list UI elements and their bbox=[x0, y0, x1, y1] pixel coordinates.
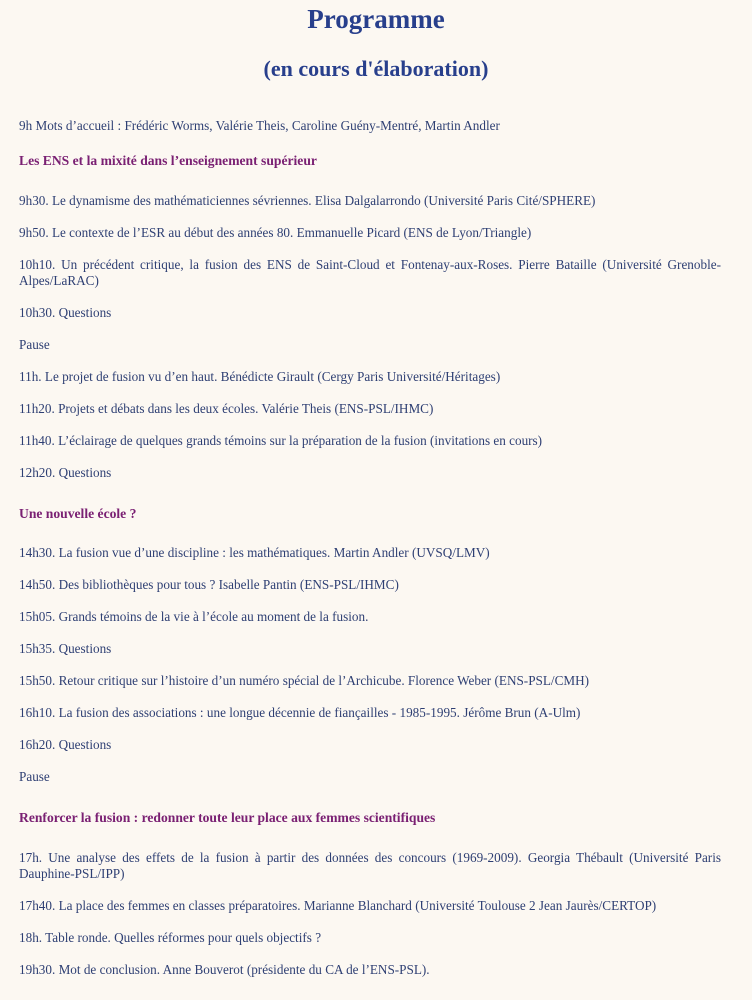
section-heading-nouvelle-ecole: Une nouvelle école ? bbox=[19, 506, 137, 521]
program-item-opening: 9h Mots d’accueil : Frédéric Worms, Valérie Theis, Caroline Guény-Mentré, Martin Andler bbox=[19, 118, 500, 133]
program-item: 18h. Table ronde. Quelles réformes pour quels objectifs ? bbox=[19, 930, 322, 945]
program-item: 12h20. Questions bbox=[19, 465, 112, 480]
program-item: 9h30. Le dynamisme des mathématiciennes sévriennes. Elisa Dalgalarrondo (Université Paris Cité/SPHERE) bbox=[19, 193, 596, 208]
section-heading-renforcer-fusion: Renforcer la fusion : redonner toute leur place aux femmes scientifiques bbox=[19, 810, 436, 825]
program-item: 16h10. La fusion des associations : une longue décennie de fiançailles - 1985-1995. Jérôme Brun (A-Ulm) bbox=[19, 705, 581, 720]
program-item: 14h30. La fusion vue d’une discipline : les mathématiques. Martin Andler (UVSQ/LMV) bbox=[19, 545, 490, 560]
program-item: 15h50. Retour critique sur l’histoire d’un numéro spécial de l’Archicube. Florence Weber (ENS-PSL/CMH) bbox=[19, 673, 590, 688]
program-item: 11h. Le projet de fusion vu d’en haut. Bénédicte Girault (Cergy Paris Université/Héritages) bbox=[19, 369, 501, 384]
program-item: 19h30. Mot de conclusion. Anne Bouverot (présidente du CA de l’ENS-PSL). bbox=[19, 962, 430, 977]
program-item: 11h40. L’éclairage de quelques grands témoins sur la préparation de la fusion (invitations en cours) bbox=[19, 433, 543, 448]
program-item: 15h35. Questions bbox=[19, 641, 112, 656]
program-item: 16h20. Questions bbox=[19, 737, 112, 752]
page-subtitle: (en cours d'élaboration) bbox=[263, 56, 489, 81]
program-item: 17h. Une analyse des effets de la fusion à partir des données des concours (1969-2009). Georgia Thébault (Université Paris Dauphine-PSL/IPP) bbox=[19, 850, 721, 881]
program-item-pause: Pause bbox=[19, 337, 50, 352]
program-item: 14h50. Des bibliothèques pour tous ? Isabelle Pantin (ENS-PSL/IHMC) bbox=[19, 577, 399, 592]
program-item: 17h40. La place des femmes en classes préparatoires. Marianne Blanchard (Université Toulouse 2 Jean Jaurès/CERTOP) bbox=[19, 898, 657, 913]
program-item-pause: Pause bbox=[19, 769, 50, 784]
program-item: 10h30. Questions bbox=[19, 305, 112, 320]
program-item: 11h20. Projets et débats dans les deux écoles. Valérie Theis (ENS-PSL/IHMC) bbox=[19, 401, 434, 416]
page-title: Programme bbox=[307, 4, 445, 34]
section-heading-ens-mixite: Les ENS et la mixité dans l’enseignement supérieur bbox=[19, 153, 317, 168]
program-item: 9h50. Le contexte de l’ESR au début des années 80. Emmanuelle Picard (ENS de Lyon/Triangle) bbox=[19, 225, 532, 240]
program-item: 15h05. Grands témoins de la vie à l’école au moment de la fusion. bbox=[19, 609, 369, 624]
program-item: 10h10. Un précédent critique, la fusion des ENS de Saint-Cloud et Fontenay-aux-Roses. Pierre Bataille (Université Grenoble-Alpes/LaRAC) bbox=[19, 257, 721, 288]
